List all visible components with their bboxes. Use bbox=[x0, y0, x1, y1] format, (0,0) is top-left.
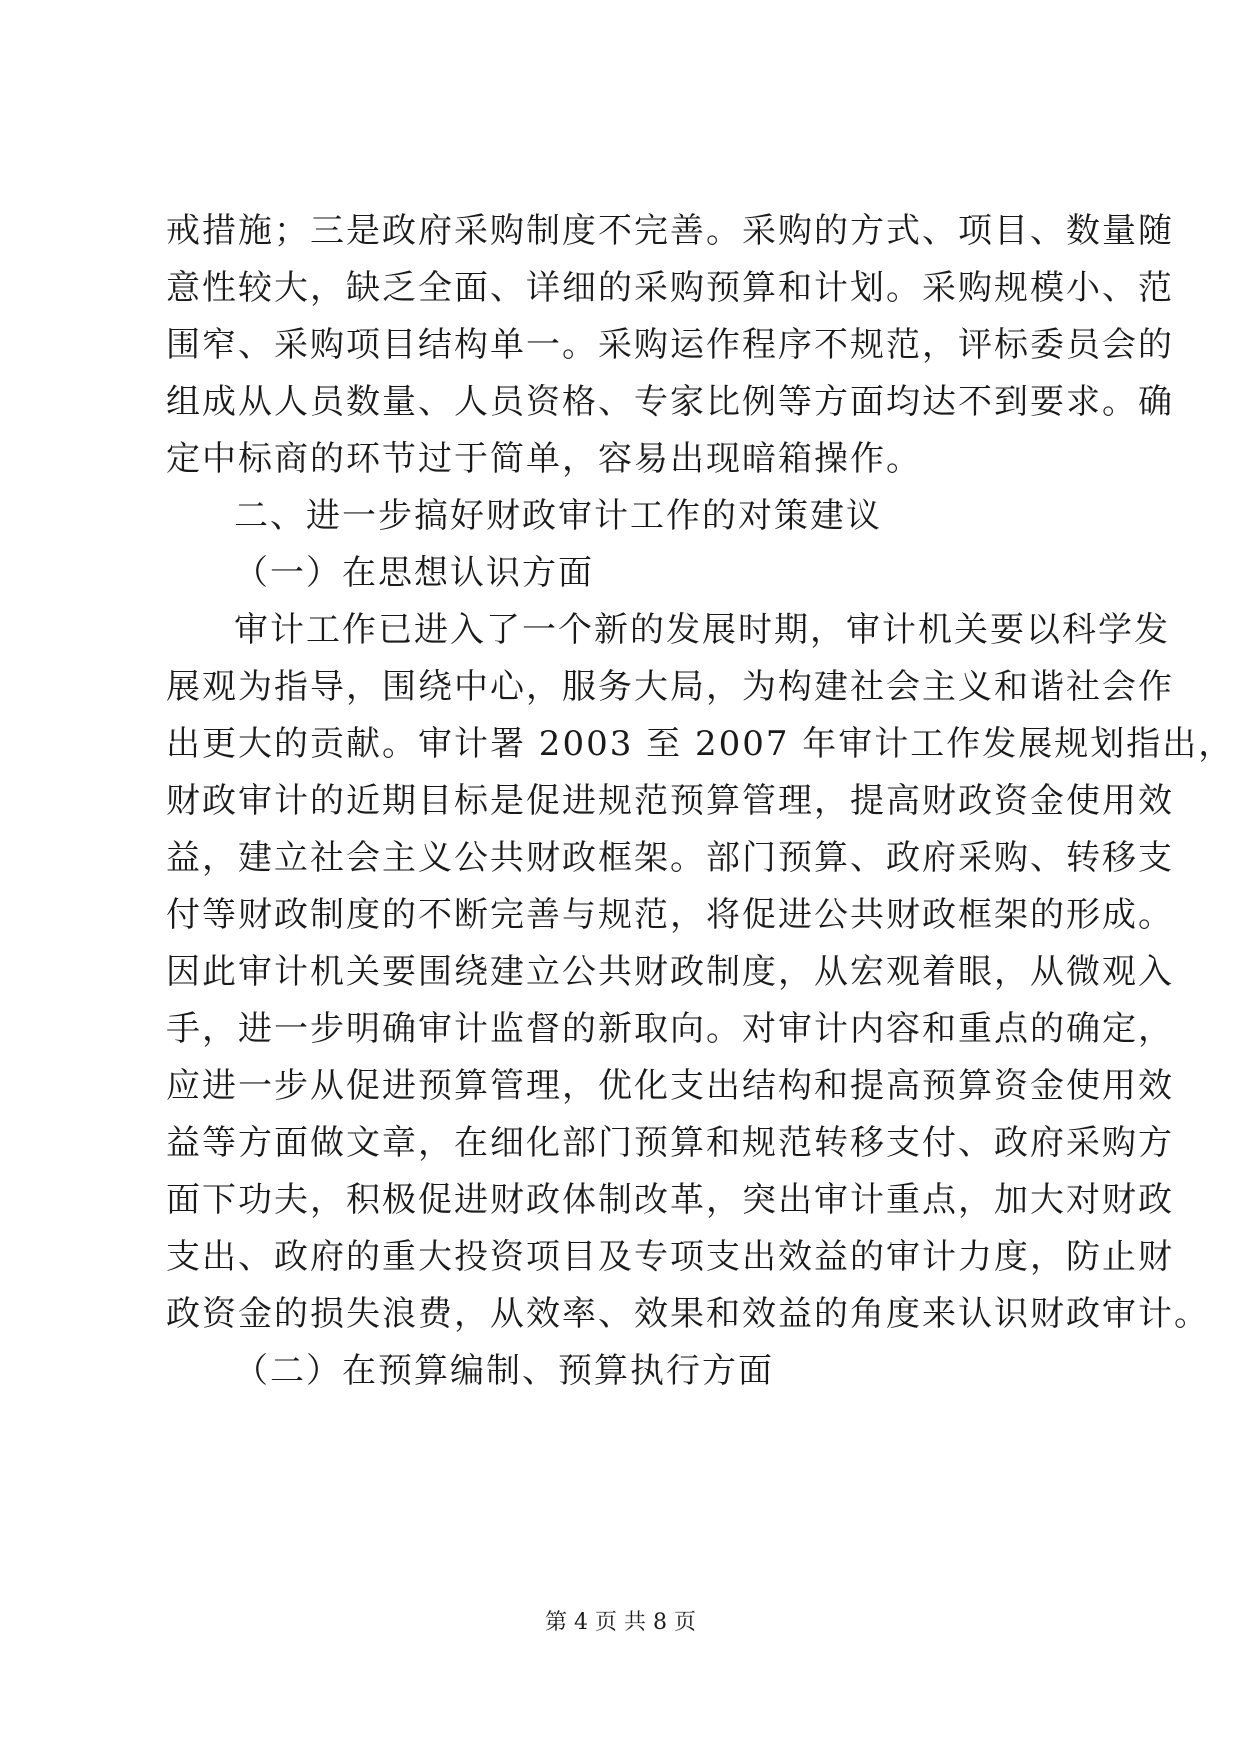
body-line: 政资金的损失浪费，从效率、效果和效益的角度来认识财政审计。 bbox=[166, 1294, 1210, 1334]
section-heading: 二、进一步搞好财政审计工作的对策建议 bbox=[234, 496, 882, 536]
body-line: 出更大的贡献。审计署 2003 至 2007 年审计工作发展规划指出， bbox=[166, 724, 1235, 764]
body-line: 手，进一步明确审计监督的新取向。对审计内容和重点的确定， bbox=[166, 1009, 1174, 1049]
body-line: 组成从人员数量、人员资格、专家比例等方面均达不到要求。确 bbox=[166, 382, 1174, 422]
body-line: 支出、政府的重大投资项目及专项支出效益的审计力度，防止财 bbox=[166, 1237, 1174, 1277]
body-line: 戒措施；三是政府采购制度不完善。采购的方式、项目、数量随 bbox=[166, 211, 1174, 251]
body-line: 意性较大，缺乏全面、详细的采购预算和计划。采购规模小、范 bbox=[166, 268, 1174, 308]
subsection-heading: （二）在预算编制、预算执行方面 bbox=[234, 1351, 774, 1391]
page-footer: 第 4 页 共 8 页 bbox=[545, 1610, 696, 1635]
paragraph-first-line: 审计工作已进入了一个新的发展时期，审计机关要以科学发 bbox=[234, 610, 1170, 650]
body-line: 围窄、采购项目结构单一。采购运作程序不规范，评标委员会的 bbox=[166, 325, 1174, 365]
body-line: 益等方面做文章，在细化部门预算和规范转移支付、政府采购方 bbox=[166, 1123, 1174, 1163]
body-line: 财政审计的近期目标是促进规范预算管理，提高财政资金使用效 bbox=[166, 781, 1174, 821]
body-line: 付等财政制度的不断完善与规范，将促进公共财政框架的形成。 bbox=[166, 895, 1174, 935]
subsection-heading: （一）在思想认识方面 bbox=[234, 553, 594, 593]
body-line: 展观为指导，围绕中心，服务大局，为构建社会主义和谐社会作 bbox=[166, 667, 1174, 707]
body-line: 面下功夫，积极促进财政体制改革，突出审计重点，加大对财政 bbox=[166, 1180, 1174, 1220]
body-line: 因此审计机关要围绕建立公共财政制度，从宏观着眼，从微观入 bbox=[166, 952, 1174, 992]
body-line: 应进一步从促进预算管理，优化支出结构和提高预算资金使用效 bbox=[166, 1066, 1174, 1106]
body-line: 定中标商的环节过于简单，容易出现暗箱操作。 bbox=[166, 439, 922, 479]
body-line: 益，建立社会主义公共财政框架。部门预算、政府采购、转移支 bbox=[166, 838, 1174, 878]
